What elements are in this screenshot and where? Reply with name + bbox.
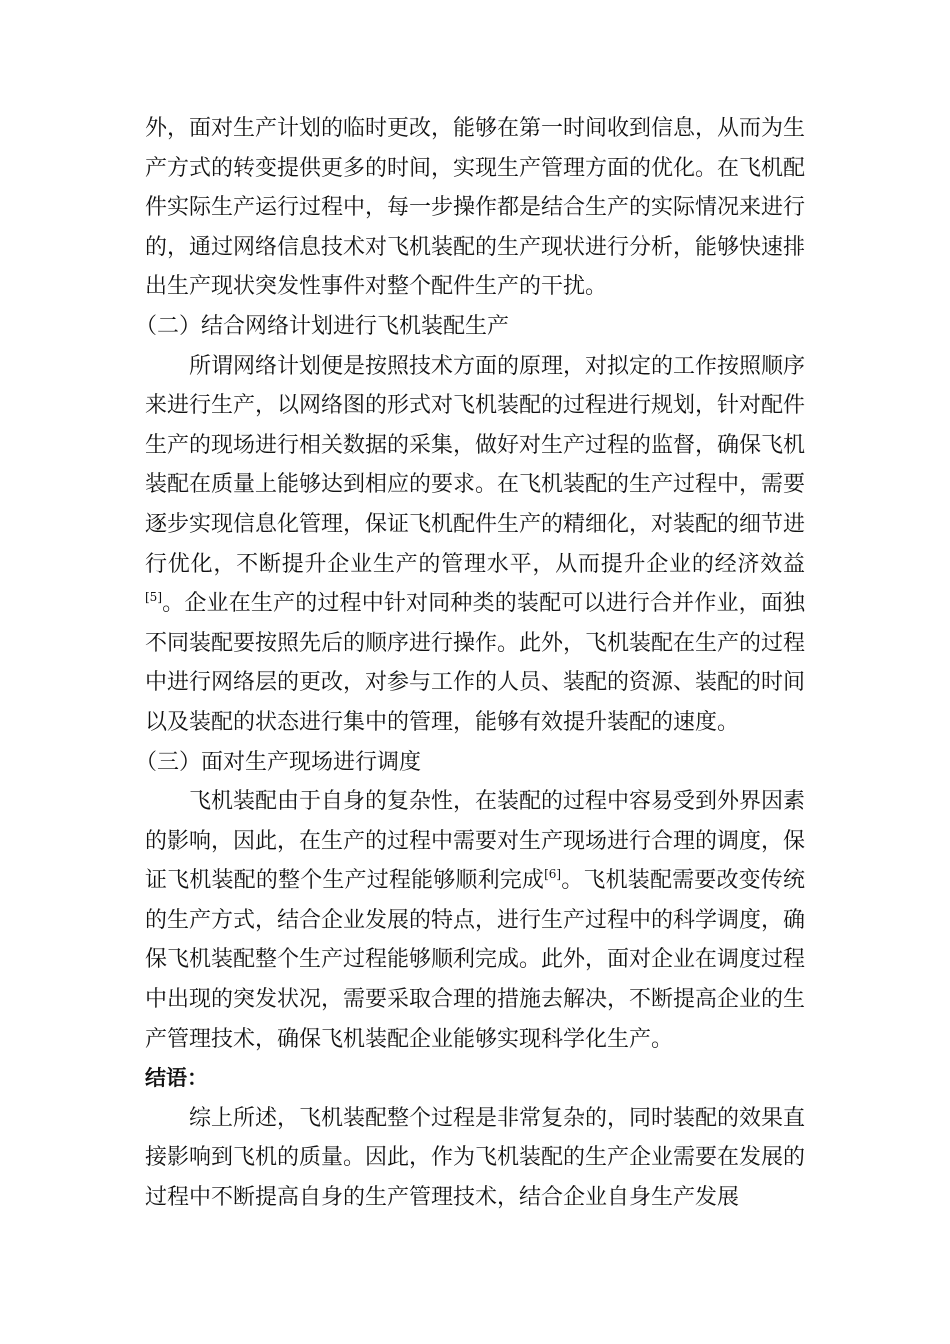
conclusion-heading: 结语： (145, 1066, 208, 1091)
section-heading-2: （二）结合网络计划进行飞机装配生产 (135, 313, 510, 339)
document-body (135, 109, 806, 1218)
paragraph-continuation: 外，面对生产计划的临时更改，能够在第一时间收到信息，从而为生产方式的转变提供更多的时间，实现生产管理方面的优化。在飞机配件实际生产运行过程中，每一步操作都是结合生产的实际情况来进行的，通过网络信息技术对飞机装配的生产现状进行分析，能够快速排出生产现状突发性事件对整个配件生产的干扰。 (145, 116, 806, 300)
paragraph-network-plan-text-b: 。企业在生产的过程中针对同种类的装配可以进行合并作业，面独不同装配要按照先后的顺序进行操作。此外，飞机装配在生产的过程中进行网络层的更改，对参与工作的人员、装配的资源、装配的时间以及装配的状态进行集中的管理，能够有效提升装配的速度。 (145, 591, 806, 735)
paragraph-conclusion: 综上所述，飞机装配整个过程是非常复杂的，同时装配的效果直接影响到飞机的质量。因此，作为飞机装配的生产企业需要在发展的过程中不断提高自身的生产管理技术，结合企业自身生产发展 (145, 1105, 806, 1211)
paragraph-network-plan (145, 347, 805, 743)
paragraph-scheduling-text-a: 飞机装配由于自身的复杂性，在装配的过程中容易受到外界因素的影响，因此，在生产的过程中需要对生产现场进行合理的调度，保证飞机装配的整个生产过程能够顺利完成 (145, 789, 806, 894)
paragraph-scheduling-text-b: 。飞机装配需要改变传统的生产方式，结合企业发展的特点，进行生产过程中的科学调度，确保飞机装配整个生产过程能够顺利完成。此外，面对企业在调度过程中出现的突发状况，需要采取合理的措施去解决，不断提高企业的生产管理技术，确保飞机装配企业能够实现科学化生产。 (145, 868, 806, 1052)
paragraph-scheduling (145, 782, 805, 1059)
paragraph-network-plan-text-a: 所谓网络计划便是按照技术方面的原理，对拟定的工作按照顺序来进行生产，以网络图的形式对飞机装配的过程进行规划，针对配件生产的现场进行相关数据的采集，做好对生产过程的监督，确保飞机装配在质量上能够达到相应的要求。在飞机装配的生产过程中，需要逐步实现信息化管理，保证飞机配件生产的精细化，对装配的细节进行优化，不断提升企业生产的管理水平，从而提升企业的经济效益 (145, 353, 806, 577)
section-heading-3: （三）面对生产现场进行调度 (135, 749, 422, 775)
citation-5: [5] (145, 590, 162, 605)
citation-6: [6] (544, 867, 562, 882)
